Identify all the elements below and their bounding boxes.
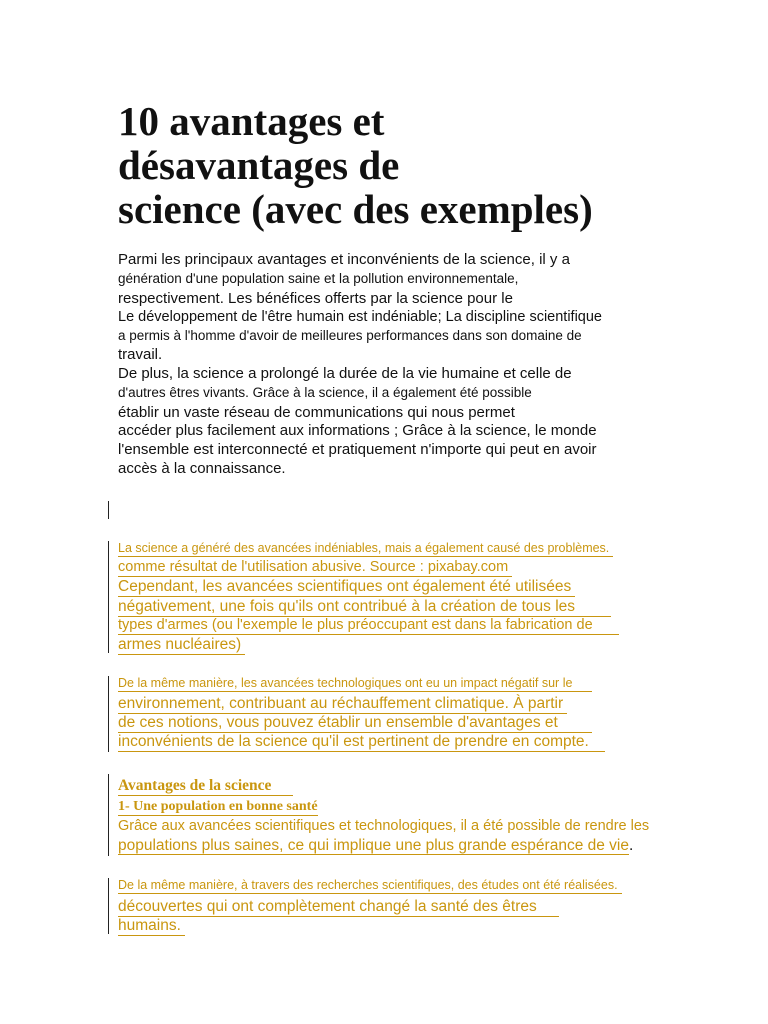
section-heading: Avantages de la science <box>118 777 293 796</box>
gold-text-line: De la même manière, les avancées technologiques ont eu un impact négatif sur le <box>118 676 592 692</box>
caption-line: De la même manière, à travers des recherches scientifiques, des études ont été réalisées. <box>118 878 622 894</box>
period: . <box>628 837 634 854</box>
intro-line: a permis à l'homme d'avoir de meilleures performances dans son domaine de <box>118 328 582 343</box>
intro-line: l'ensemble est interconnecté et pratiquement n'importe qui peut en avoir <box>118 441 597 458</box>
block-marker <box>108 774 109 856</box>
gold-text-line: Cependant, les avancées scientifiques ont également été utilisées <box>118 578 575 597</box>
title-line-1: 10 avantages et <box>118 98 385 144</box>
gold-text-line-wrapper <box>118 837 633 855</box>
gold-text-line: inconvénients de la science qu'il est pertinent de prendre en compte. <box>118 733 605 752</box>
intro-line: d'autres êtres vivants. Grâce à la science, il a également été possible <box>118 385 532 400</box>
gold-text-line: de ces notions, vous pouvez établir un ensemble d'avantages et <box>118 714 592 733</box>
gold-text-line: négativement, une fois qu'ils ont contribué à la création de tous les <box>118 598 611 617</box>
block-marker <box>108 541 109 653</box>
intro-line: accéder plus facilement aux informations ; Grâce à la science, le monde <box>118 422 597 439</box>
gold-text-line: environnement, contribuant au réchauffement climatique. À partir <box>118 695 567 714</box>
section-subheading: 1- Une population en bonne santé <box>118 799 318 814</box>
block-marker <box>108 878 109 934</box>
intro-line: accès à la connaissance. <box>118 460 286 477</box>
page-title <box>118 99 593 231</box>
gold-text-line: découvertes qui ont complètement changé la santé des êtres <box>118 898 559 917</box>
intro-line: Le développement de l'être humain est indéniable; La discipline scientifique <box>118 309 603 325</box>
intro-line: établir un vaste réseau de communications qui nous permet <box>118 404 515 421</box>
gold-text-line: populations plus saines, ce qui implique une plus grande espérance de vie <box>118 837 629 854</box>
intro-line: génération d'une population saine et la pollution environnementale, <box>118 271 519 286</box>
title-line-3: science (avec des exemples) <box>118 186 593 232</box>
caption-line: comme résultat de l'utilisation abusive. Source : pixabay.com <box>118 559 512 577</box>
intro-line: Parmi les principaux avantages et inconvénients de la science, il y a <box>118 251 570 268</box>
intro-line: respectivement. Les bénéfices offerts par la science pour le <box>118 290 513 307</box>
gold-text-line: armes nucléaires) <box>118 636 245 655</box>
block-marker <box>108 676 109 752</box>
intro-line: travail. <box>118 346 163 363</box>
title-line-2: désavantages de <box>118 142 400 188</box>
caption-line: La science a généré des avancées indéniables, mais a également causé des problèmes. <box>118 541 613 557</box>
gold-text-line: humains. <box>118 917 185 936</box>
gold-text-line: Grâce aux avancées scientifiques et technologiques, il a été possible de rendre les <box>118 818 650 834</box>
gold-text-line: types d'armes (ou l'exemple le plus préoccupant est dans la fabrication de <box>118 617 619 635</box>
intro-line: De plus, la science a prolongé la durée de la vie humaine et celle de <box>118 365 572 382</box>
text-cursor <box>108 501 109 519</box>
